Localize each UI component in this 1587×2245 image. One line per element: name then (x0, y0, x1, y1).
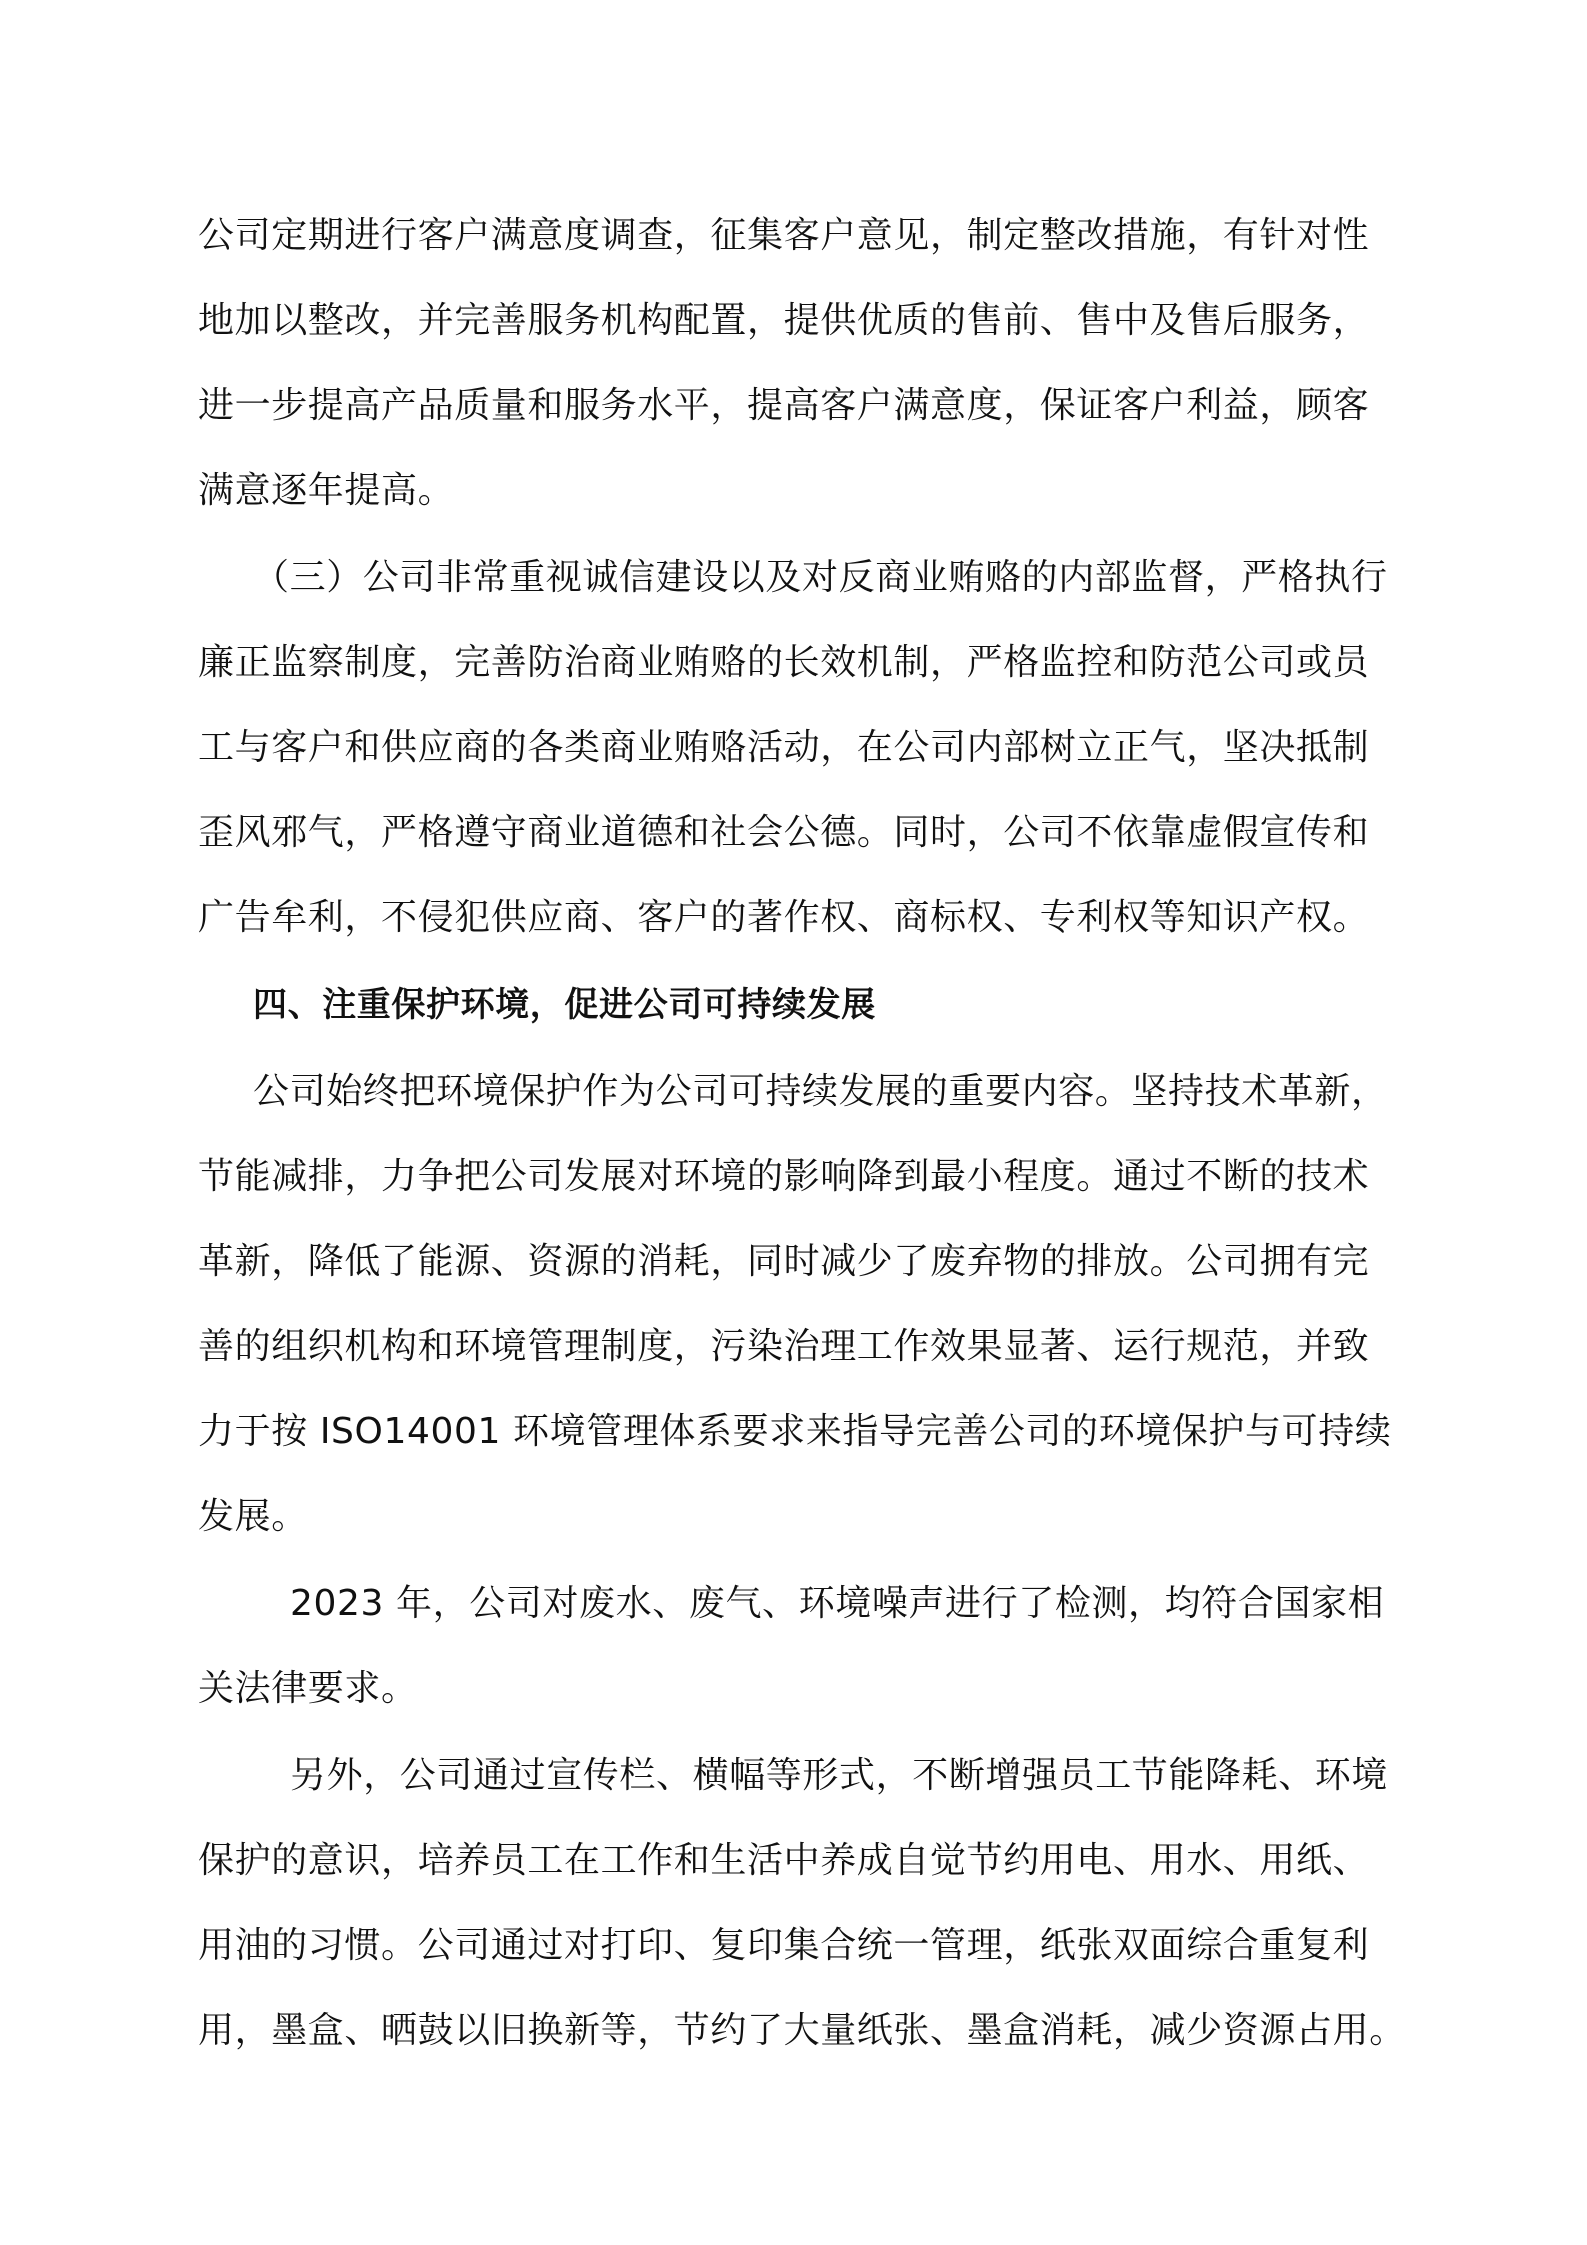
text-line: 公司始终把环境保护作为公司可持续发展的重要内容。坚持技术革新， (253, 1071, 1388, 1112)
text-line: 关法律要求。 (198, 1668, 418, 1709)
text-line: 革新，降低了能源、资源的消耗，同时减少了废弃物的排放。公司拥有完 (198, 1241, 1370, 1282)
text-line: 用，墨盒、晒鼓以旧换新等，节约了大量纸张、墨盒消耗，减少资源占用。 (198, 2010, 1406, 2051)
text-line: 善的组织机构和环境管理制度，污染治理工作效果显著、运行规范，并致 (198, 1326, 1370, 1367)
text-line: 歪风邪气，严格遵守商业道德和社会公德。同时，公司不依靠虚假宣传和 (198, 812, 1370, 853)
text-line: 力于按 ISO14001 环境管理体系要求来指导完善公司的环境保护与可持续 (198, 1411, 1392, 1452)
text-line: 广告牟利，不侵犯供应商、客户的著作权、商标权、专利权等知识产权。 (198, 897, 1370, 938)
text-line: 用油的习惯。公司通过对打印、复印集合统一管理，纸张双面综合重复利 (198, 1925, 1370, 1966)
text-line: 发展。 (198, 1496, 308, 1537)
text-line: （三）公司非常重视诚信建设以及对反商业贿赂的内部监督，严格执行 (253, 557, 1388, 598)
text-line: 工与客户和供应商的各类商业贿赂活动，在公司内部树立正气，坚决抵制 (198, 727, 1370, 768)
text-line: 地加以整改，并完善服务机构配置，提供优质的售前、售中及售后服务， (198, 300, 1370, 341)
text-line: 廉正监察制度，完善防治商业贿赂的长效机制，严格监控和防范公司或员 (198, 642, 1370, 683)
text-line: 保护的意识，培养员工在工作和生活中养成自觉节约用电、用水、用纸、 (198, 1840, 1370, 1881)
text-line: 满意逐年提高。 (198, 470, 455, 511)
text-line: 公司定期进行客户满意度调查，征集客户意见，制定整改措施，有针对性 (198, 215, 1370, 256)
text-line: 进一步提高产品质量和服务水平，提高客户满意度，保证客户利益，顾客 (198, 385, 1370, 426)
text-line: 另外，公司通过宣传栏、横幅等形式，不断增强员工节能降耗、环境 (290, 1755, 1389, 1796)
text-line: 2023 年，公司对废水、废气、环境噪声进行了检测，均符合国家相 (290, 1583, 1385, 1624)
section-heading: 四、注重保护环境，促进公司可持续发展 (253, 985, 876, 1025)
text-line: 节能减排，力争把公司发展对环境的影响降到最小程度。通过不断的技术 (198, 1156, 1370, 1197)
